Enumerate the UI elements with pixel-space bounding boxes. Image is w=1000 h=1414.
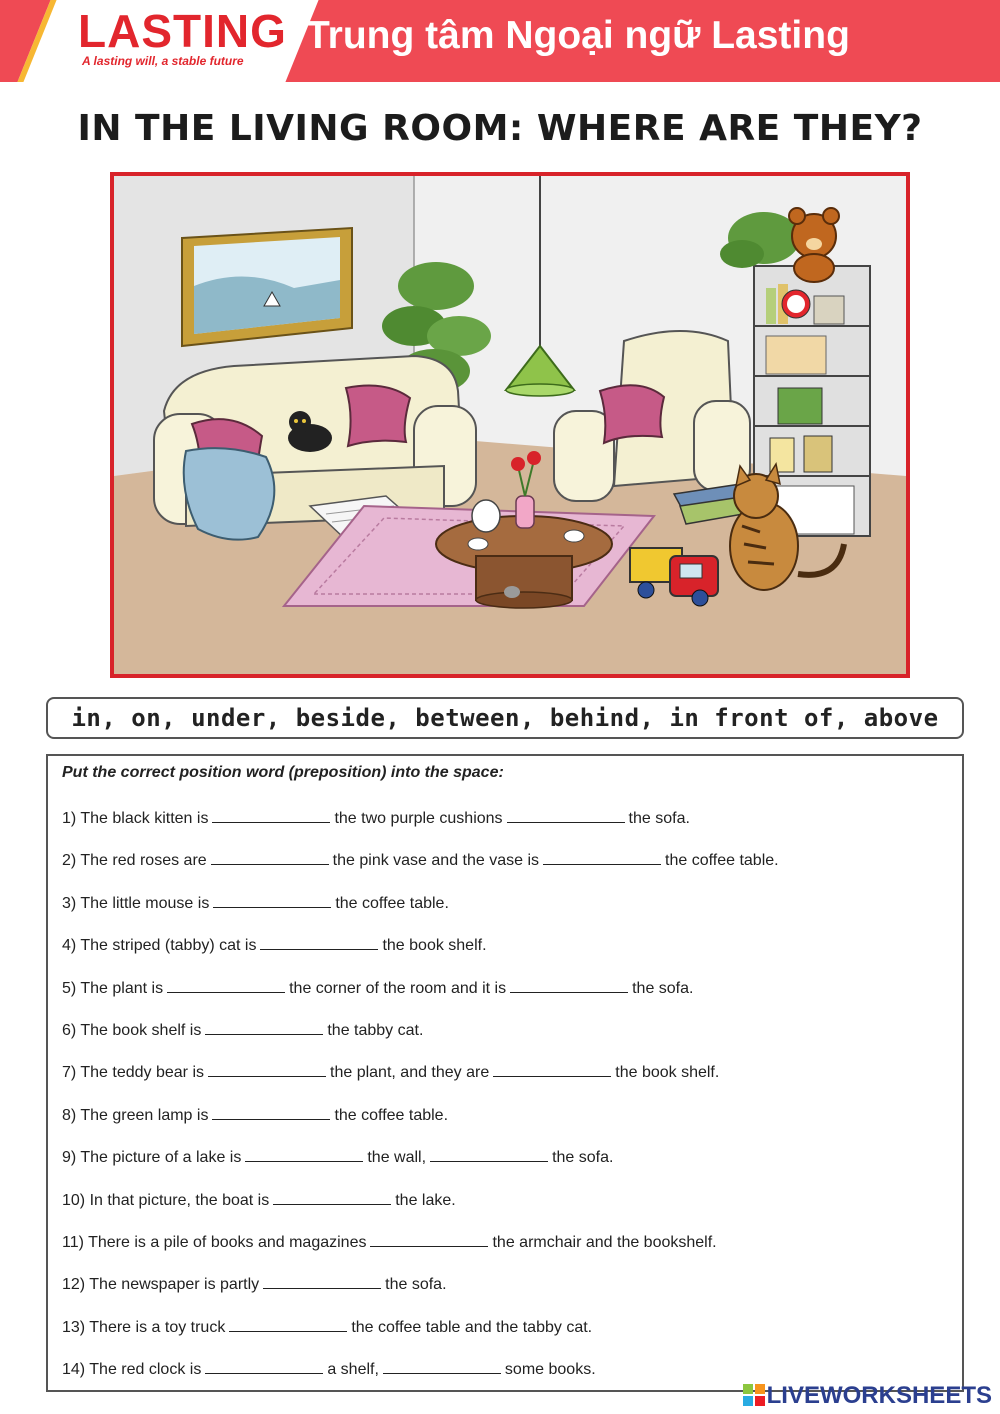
answer-blank[interactable] bbox=[208, 1062, 326, 1077]
question-2: 2) The red roses are the pink vase and the vase is the coffee table. bbox=[62, 852, 779, 869]
liveworksheets-icon bbox=[743, 1384, 765, 1406]
answer-blank[interactable] bbox=[263, 1274, 381, 1289]
answer-blank[interactable] bbox=[510, 978, 628, 993]
answer-blank[interactable] bbox=[205, 1020, 323, 1035]
question-1: 1) The black kitten is the two purple cushions the sofa. bbox=[62, 810, 690, 827]
instructions: Put the correct position word (preposition) into the space: bbox=[62, 764, 504, 781]
question-3: 3) The little mouse is the coffee table. bbox=[62, 895, 449, 912]
question-5: 5) The plant is the corner of the room and it is the sofa. bbox=[62, 980, 694, 997]
logo: LASTING bbox=[78, 5, 287, 57]
answer-blank[interactable] bbox=[212, 1105, 330, 1120]
answer-blank[interactable] bbox=[213, 893, 331, 908]
question-12: 12) The newspaper is partly the sofa. bbox=[62, 1276, 447, 1293]
answer-blank[interactable] bbox=[383, 1359, 501, 1374]
question-8: 8) The green lamp is the coffee table. bbox=[62, 1107, 449, 1124]
question-10: 10) In that picture, the boat is the lake. bbox=[62, 1192, 456, 1209]
question-6: 6) The book shelf is the tabby cat. bbox=[62, 1022, 424, 1039]
answer-blank[interactable] bbox=[370, 1232, 488, 1247]
answer-blank[interactable] bbox=[229, 1317, 347, 1332]
header-banner bbox=[0, 0, 1000, 82]
word-bank: in, on, under, beside, between, behind, in front of, above bbox=[46, 697, 964, 739]
answer-blank[interactable] bbox=[245, 1147, 363, 1162]
answer-blank[interactable] bbox=[205, 1359, 323, 1374]
answer-blank[interactable] bbox=[273, 1190, 391, 1205]
living-room-illustration bbox=[110, 172, 910, 678]
answer-blank[interactable] bbox=[260, 935, 378, 950]
answer-blank[interactable] bbox=[543, 850, 661, 865]
question-9: 9) The picture of a lake is the wall, the sofa. bbox=[62, 1149, 614, 1166]
answer-blank[interactable] bbox=[507, 808, 625, 823]
answer-blank[interactable] bbox=[493, 1062, 611, 1077]
question-14: 14) The red clock is a shelf, some books. bbox=[62, 1361, 596, 1378]
question-7: 7) The teddy bear is the plant, and they are the book shelf. bbox=[62, 1064, 720, 1081]
question-13: 13) There is a toy truck the coffee table and the tabby cat. bbox=[62, 1319, 593, 1336]
answer-blank[interactable] bbox=[212, 808, 330, 823]
banner-title: Trung tâm Ngoại ngữ Lasting bbox=[306, 14, 850, 57]
exercise-box bbox=[46, 754, 964, 1392]
lake-picture bbox=[182, 228, 352, 346]
answer-blank[interactable] bbox=[167, 978, 285, 993]
question-11: 11) There is a pile of books and magazines the armchair and the bookshelf. bbox=[62, 1234, 717, 1251]
page-title: IN THE LIVING ROOM: WHERE ARE THEY? bbox=[77, 108, 923, 149]
answer-blank[interactable] bbox=[430, 1147, 548, 1162]
liveworksheets-logo: LIVEWORKSHEETS bbox=[743, 1382, 992, 1410]
question-4: 4) The striped (tabby) cat is the book shelf. bbox=[62, 937, 487, 954]
logo-tagline: A lasting will, a stable future bbox=[82, 54, 244, 68]
answer-blank[interactable] bbox=[211, 850, 329, 865]
teddy-bear bbox=[789, 208, 839, 282]
